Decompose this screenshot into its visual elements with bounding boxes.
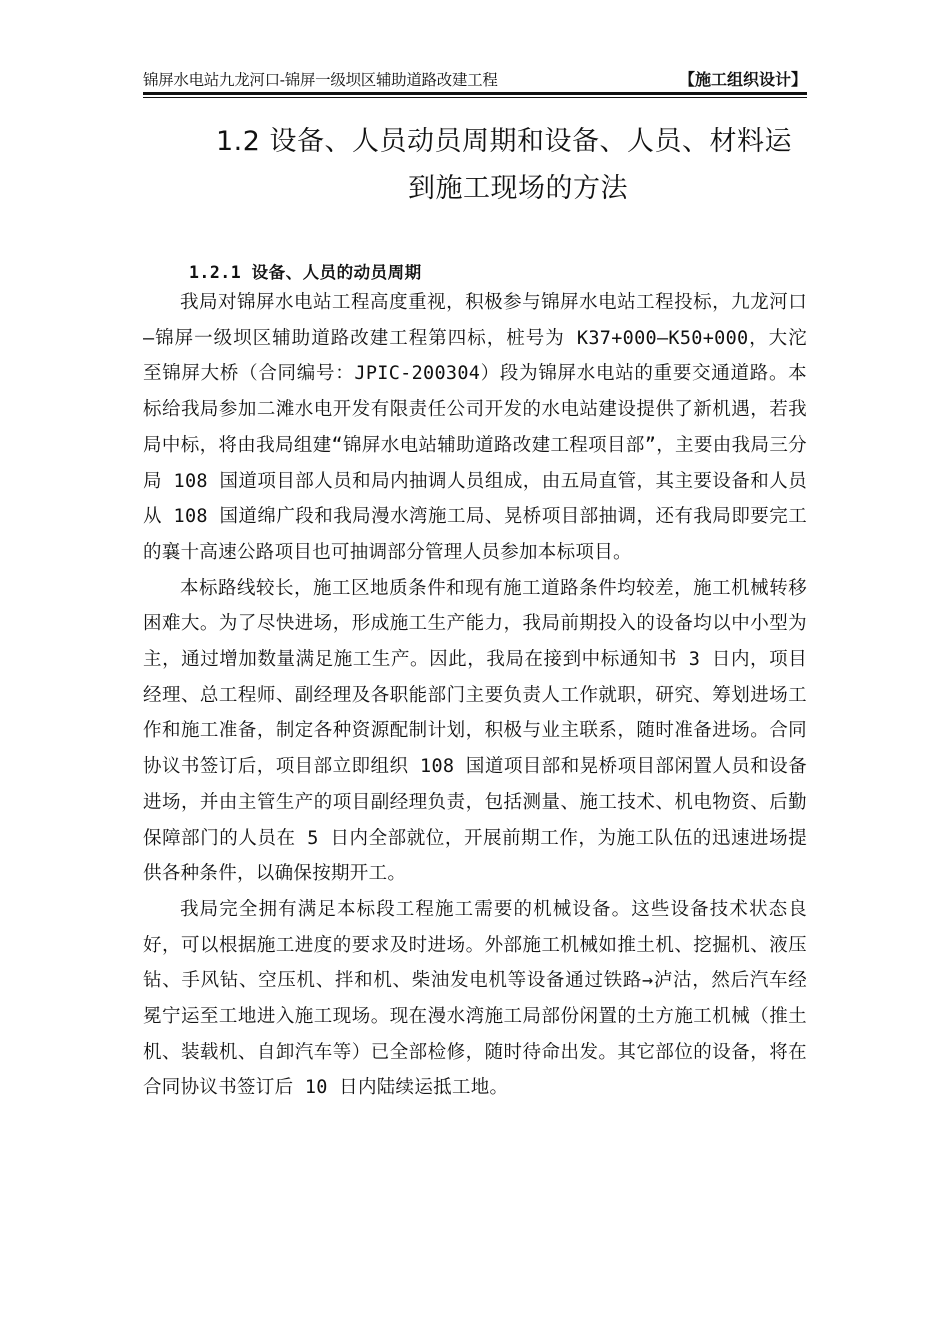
paragraph-2: 本标路线较长，施工区地质条件和现有施工道路条件均较差，施工机械转移困难大。为了尽快进场，形成施工生产能力，我局前期投入的设备均以中小型为主，通过增加数量满足施工生产。因此，我局在接到中标通知书 3 日内，项目经理、总工程师、副经理及各职能部门主要负责人工作就职，研究、筹划进场工作和施工准备，制定各种资源配制计划，积极与业主联系，随时准备进场。合同协议书签订后，项目部立即组织 108 国道项目部和晃桥项目部闲置人员和设备进场，并由主管生产的项目副经理负责，包括测量、施工技术、机电物资、后勤保障部门的人员在 5 日内全部就位，开展前期工作，为施工队伍的迅速进场提供各种条件，以确保按期开工。 [143, 577, 807, 885]
section-title [143, 118, 807, 212]
paragraph-3: 我局完全拥有满足本标段工程施工需要的机械设备。这些设备技术状态良好，可以根据施工进度的要求及时进场。外部施工机械如推土机、挖掘机、液压钻、手风钻、空压机、拌和机、柴油发电机等设备通过铁路→泸沽，然后汽车经冕宁运至工地进入施工现场。现在漫水湾施工局部份闲置的土方施工机械（推土机、装载机、自卸汽车等）已全部检修，随时待命出发。其它部位的设备，将在合同协议书签订后 10 日内陆续运抵工地。 [143, 898, 807, 1099]
section-title-line-1: 1.2 设备、人员动员周期和设备、人员、材料运 [215, 126, 793, 157]
header-rule-thin [143, 97, 807, 98]
header-project-name: 锦屏水电站九龙河口-锦屏一级坝区辅助道路改建工程 [143, 71, 498, 89]
paragraph-1: 我局对锦屏水电站工程高度重视，积极参与锦屏水电站工程投标，九龙河口—锦屏一级坝区辅助道路改建工程第四标，桩号为 K37+000—K50+000，大沱至锦屏大桥（合同编号：JPIC-200304）段为锦屏水电站的重要交通道路。本标给我局参加二滩水电开发有限责任公司开发的水电站建设提供了新机遇，若我局中标，将由我局组建“锦屏水电站辅助道路改建工程项目部”，主要由我局三分局 108 国道项目部人员和局内抽调人员组成，由五局直管，其主要设备和人员从 108 国道绵广段和我局漫水湾施工局、晃桥项目部抽调，还有我局即要完工的襄十高速公路项目也可抽调部分管理人员参加本标项目。 [143, 292, 807, 563]
subsection-heading: 1.2.1 设备、人员的动员周期 [189, 263, 422, 282]
section-title-line-2: 到施工现场的方法 [408, 173, 628, 204]
header-document-type: 【施工组织设计】 [678, 70, 807, 89]
page-header [143, 64, 807, 94]
body-text [143, 285, 807, 1106]
header-rule-thick [143, 92, 807, 95]
